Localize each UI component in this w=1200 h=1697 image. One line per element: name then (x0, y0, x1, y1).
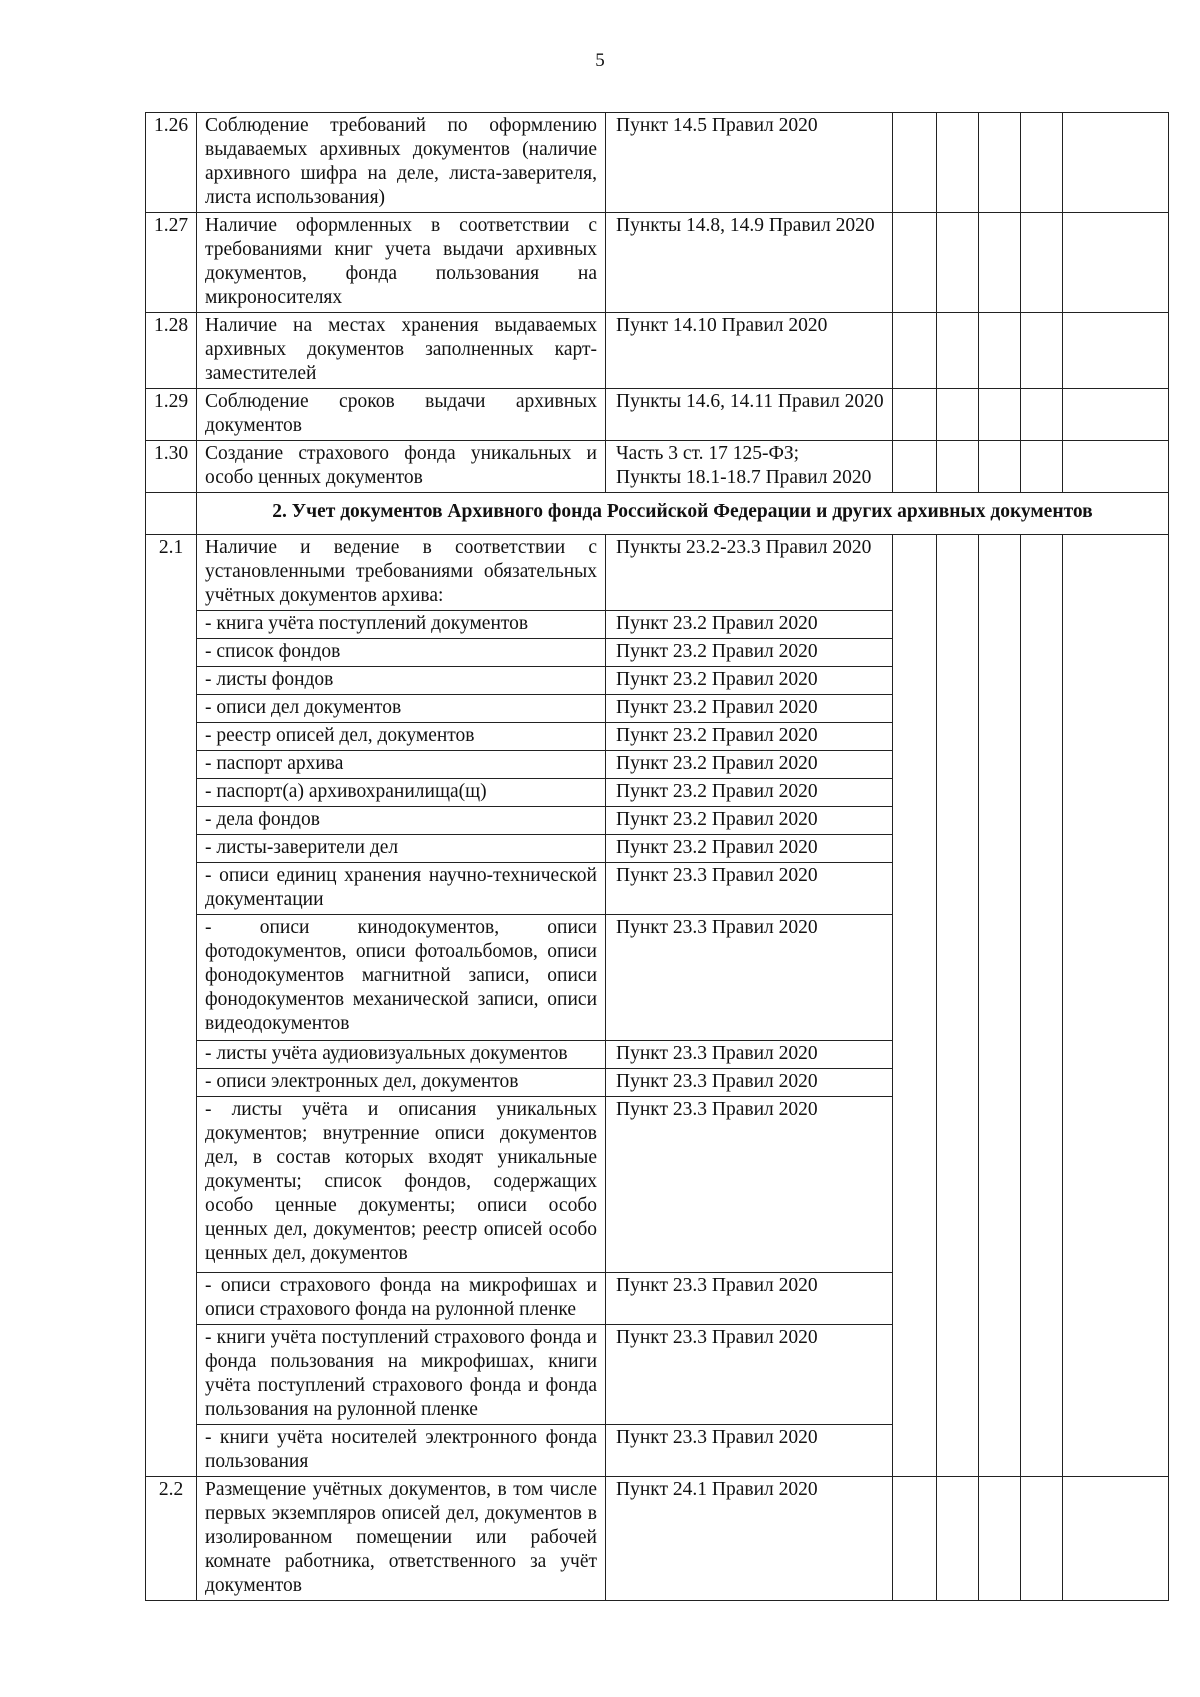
section-heading-spacer (146, 493, 197, 535)
answer-cell (893, 1477, 937, 1601)
legal-reference: Пункты 14.6, 14.11 Правил 2020 (606, 389, 893, 441)
answer-cell (893, 213, 937, 313)
legal-reference-line: Пункты 18.1-18.7 Правил 2020 (616, 467, 872, 488)
answer-cell (979, 441, 1021, 493)
comment-cell (1063, 113, 1169, 213)
table-row (146, 535, 1169, 611)
sub-item-reference: Пункт 23.3 Правил 2020 (606, 1097, 893, 1273)
answer-cell (937, 213, 979, 313)
row-number: 1.28 (146, 313, 197, 389)
sub-item-text: - книга учёта поступлений документов (197, 611, 606, 639)
table-row (146, 313, 1169, 389)
row-number: 2.1 (146, 535, 197, 1477)
requirement-text: Размещение учётных документов, в том числе первых экземпляров описей дел, документов в изолированном помещении или рабочей комнате работника, ответственного за учёт документов (197, 1477, 606, 1601)
sub-item-text: - книги учёта носителей электронного фонда пользования (197, 1425, 606, 1477)
answer-cell (1021, 313, 1063, 389)
sub-item-text: - листы фондов (197, 667, 606, 695)
sub-item-reference: Пункт 23.2 Правил 2020 (606, 723, 893, 751)
answer-cell (979, 1477, 1021, 1601)
legal-reference: Пункт 14.5 Правил 2020 (606, 113, 893, 213)
answer-cell (1021, 113, 1063, 213)
table-row (146, 441, 1169, 493)
answer-cell (979, 535, 1021, 1477)
sub-item-text: - описи единиц хранения научно-технической документации (197, 863, 606, 915)
legal-reference (606, 441, 893, 493)
answer-cell (893, 389, 937, 441)
legal-reference: Пункты 14.8, 14.9 Правил 2020 (606, 213, 893, 313)
row-number: 1.27 (146, 213, 197, 313)
answer-cell (937, 1477, 979, 1601)
sub-item-reference: Пункт 23.2 Правил 2020 (606, 695, 893, 723)
page-number: 5 (595, 50, 605, 71)
sub-item-reference: Пункт 23.2 Правил 2020 (606, 639, 893, 667)
answer-cell (893, 535, 937, 1477)
answer-cell (937, 441, 979, 493)
sub-item-reference: Пункт 23.3 Правил 2020 (606, 1325, 893, 1425)
sub-item-text: - паспорт архива (197, 751, 606, 779)
answer-cell (979, 389, 1021, 441)
sub-item-text: - реестр описей дел, документов (197, 723, 606, 751)
answer-cell (1021, 441, 1063, 493)
sub-item-reference: Пункт 23.2 Правил 2020 (606, 667, 893, 695)
sub-item-text: - описи кинодокументов, описи фотодокументов, описи фотоальбомов, описи фонодокументов магнитной записи, описи фонодокументов механической записи, описи видеодокументов (197, 915, 606, 1041)
sub-item-text: - книги учёта поступлений страхового фонда и фонда пользования на микрофишах, книги учёта поступлений страхового фонда и фонда пользования на рулонной пленке (197, 1325, 606, 1425)
answer-cell (1021, 535, 1063, 1477)
sub-item-reference: Пункт 23.3 Правил 2020 (606, 1069, 893, 1097)
sub-item-text: - паспорт(а) архивохранилища(щ) (197, 779, 606, 807)
legal-reference: Пункт 24.1 Правил 2020 (606, 1477, 893, 1601)
answer-cell (1021, 213, 1063, 313)
comment-cell (1063, 389, 1169, 441)
section-heading: 2. Учет документов Архивного фонда Российской Федерации и других архивных документов (197, 493, 1169, 535)
sub-item-text: - описи страхового фонда на микрофишах и описи страхового фонда на рулонной пленке (197, 1273, 606, 1325)
sub-item-text: - листы-заверители дел (197, 835, 606, 863)
sub-item-reference: Пункт 23.2 Правил 2020 (606, 779, 893, 807)
sub-item-reference: Пункт 23.3 Правил 2020 (606, 863, 893, 915)
requirement-text: Наличие оформленных в соответствии с требованиями книг учета выдачи архивных документов, фонда пользования на микроносителях (197, 213, 606, 313)
table-row (146, 1477, 1169, 1601)
row-number: 1.29 (146, 389, 197, 441)
answer-cell (979, 313, 1021, 389)
sub-item-reference: Пункт 23.3 Правил 2020 (606, 915, 893, 1041)
table-row (146, 389, 1169, 441)
answer-cell (937, 113, 979, 213)
sub-item-text: - описи электронных дел, документов (197, 1069, 606, 1097)
answer-cell (937, 313, 979, 389)
sub-item-reference: Пункт 23.3 Правил 2020 (606, 1425, 893, 1477)
requirement-text: Соблюдение требований по оформлению выдаваемых архивных документов (наличие архивного шифра на деле, листа-заверителя, листа использования) (197, 113, 606, 213)
legal-reference: Пункт 14.10 Правил 2020 (606, 313, 893, 389)
requirement-text: Соблюдение сроков выдачи архивных документов (197, 389, 606, 441)
comment-cell (1063, 441, 1169, 493)
sub-item-reference: Пункт 23.2 Правил 2020 (606, 835, 893, 863)
answer-cell (893, 313, 937, 389)
answer-cell (937, 389, 979, 441)
answer-cell (1021, 1477, 1063, 1601)
answer-cell (893, 441, 937, 493)
row-number: 1.30 (146, 441, 197, 493)
row-number: 2.2 (146, 1477, 197, 1601)
row-number: 1.26 (146, 113, 197, 213)
sub-item-text: - список фондов (197, 639, 606, 667)
answer-cell (979, 213, 1021, 313)
sub-item-text: - листы учёта и описания уникальных документов; внутренние описи документов дел, в состав которых входят уникальные документы; список фондов, содержащих особо ценные документы; описи особо ценных дел, документов; реестр описей особо ценных дел, документов (197, 1097, 606, 1273)
answer-cell (937, 535, 979, 1477)
sub-item-reference: Пункт 23.3 Правил 2020 (606, 1041, 893, 1069)
sub-item-text: - дела фондов (197, 807, 606, 835)
legal-reference-line: Часть 3 ст. 17 125-ФЗ; (616, 443, 800, 464)
requirement-text: Создание страхового фонда уникальных и особо ценных документов (197, 441, 606, 493)
comment-cell (1063, 313, 1169, 389)
sub-item-reference: Пункт 23.2 Правил 2020 (606, 807, 893, 835)
sub-item-reference: Пункт 23.2 Правил 2020 (606, 751, 893, 779)
sub-item-reference: Пункт 23.3 Правил 2020 (606, 1273, 893, 1325)
answer-cell (1021, 389, 1063, 441)
answer-cell (979, 113, 1021, 213)
requirement-text: Наличие и ведение в соответствии с установленными требованиями обязательных учётных документов архива: (197, 535, 606, 611)
sub-item-text: - описи дел документов (197, 695, 606, 723)
answer-cell (893, 113, 937, 213)
table-row (146, 213, 1169, 313)
requirement-text: Наличие на местах хранения выдаваемых архивных документов заполненных карт-заместителей (197, 313, 606, 389)
sub-item-reference: Пункт 23.2 Правил 2020 (606, 611, 893, 639)
sub-item-text: - листы учёта аудиовизуальных документов (197, 1041, 606, 1069)
section-heading-row (146, 493, 1169, 535)
comment-cell (1063, 1477, 1169, 1601)
checklist-table (145, 112, 1169, 1601)
legal-reference: Пункты 23.2-23.3 Правил 2020 (606, 535, 893, 611)
comment-cell (1063, 535, 1169, 1477)
comment-cell (1063, 213, 1169, 313)
table-row (146, 113, 1169, 213)
